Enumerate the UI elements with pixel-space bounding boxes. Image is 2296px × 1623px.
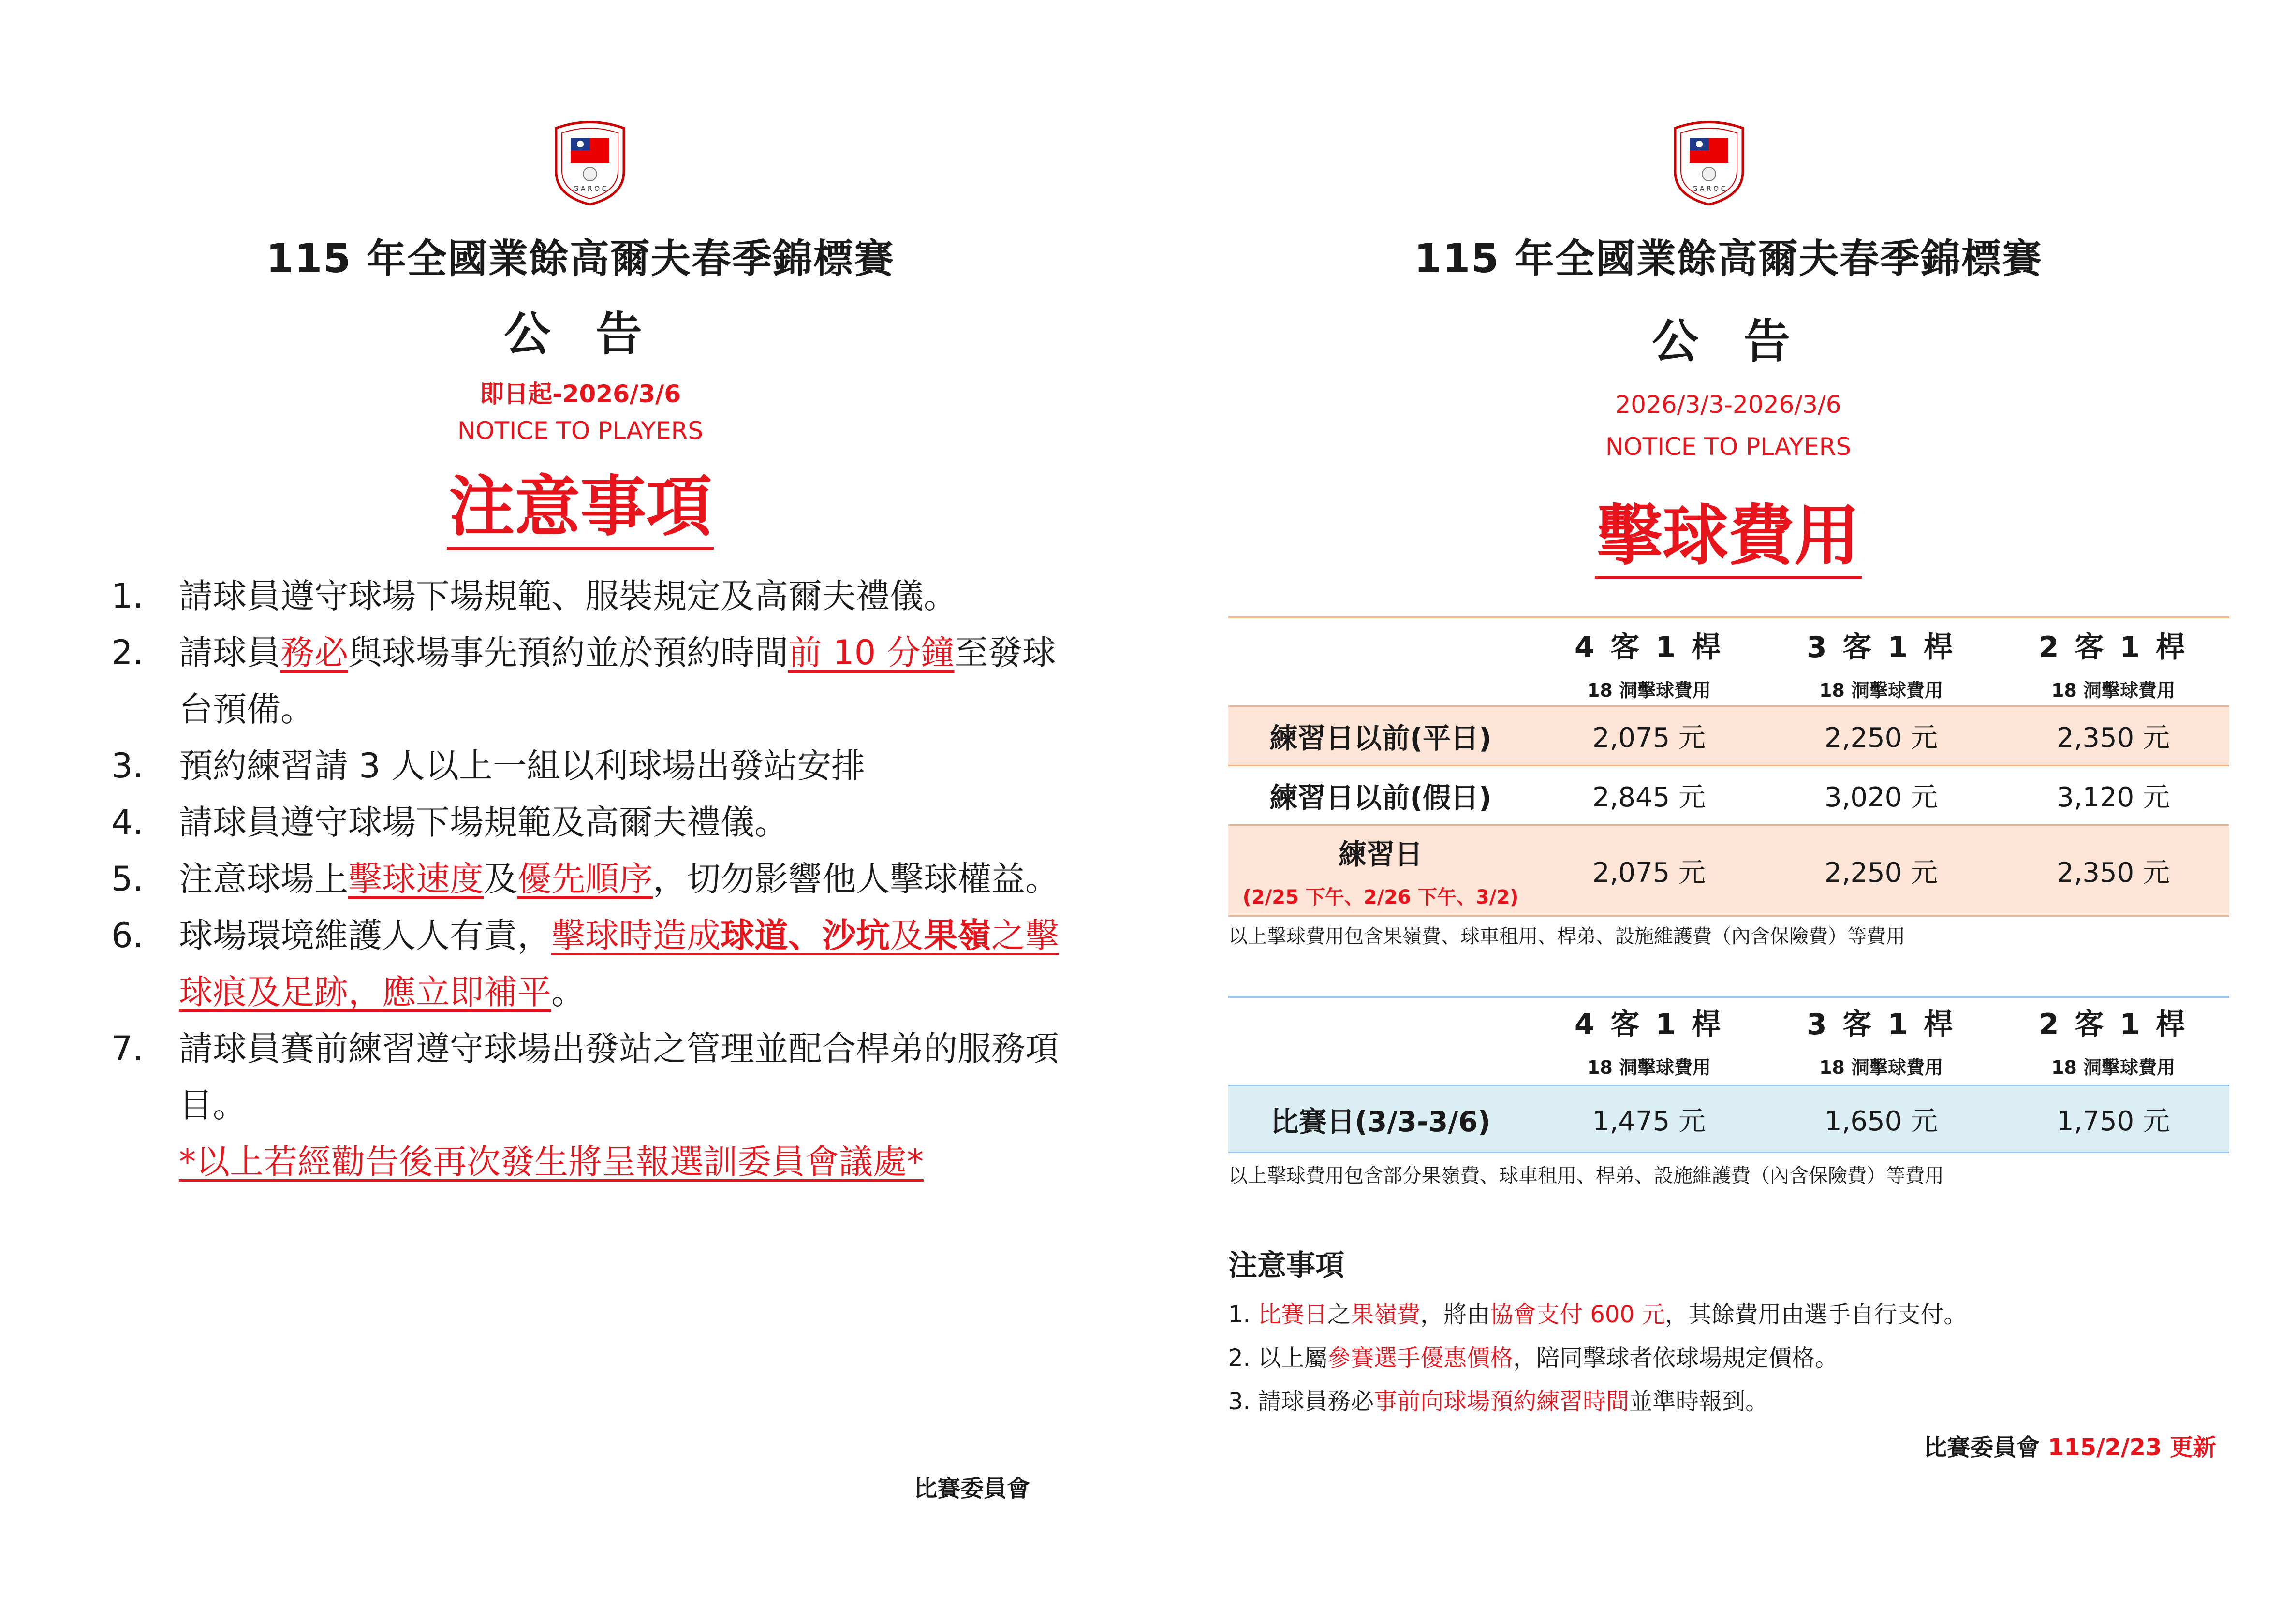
notice-subtitle: NOTICE TO PLAYERS	[457, 417, 704, 445]
update-line: 比賽委員會 115/2/23 更新	[1924, 1434, 2216, 1461]
table-row: 練習日以前(平日) 2,075 元 2,250 元 2,350 元	[1228, 705, 2229, 765]
column-subheader: 18 洞擊球費用	[1587, 679, 1711, 701]
list-item: 7. 請球員賽前練習遵守球場出發站之管理並配合桿弟的服務項目。	[111, 1029, 1059, 1125]
notes-title: 注意事項	[1228, 1249, 1344, 1283]
column-subheader: 18 洞擊球費用	[1819, 679, 1943, 701]
list-item: 4. 請球員遵守球場下場規範及高爾夫禮儀。	[111, 803, 788, 842]
date-range: 2026/3/3-2026/3/6	[1615, 391, 1841, 419]
column-subheader: 18 洞擊球費用	[1587, 1056, 1711, 1078]
note-item: 1. 比賽日之果嶺費，將由協會支付 600 元，其餘費用由選手自行支付。	[1228, 1301, 1967, 1328]
column-subheader: 18 洞擊球費用	[2051, 1056, 2176, 1078]
column-header: 4 客 1 桿	[1574, 1008, 1724, 1041]
column-header: 3 客 1 桿	[1806, 630, 1956, 664]
notice-subtitle: NOTICE TO PLAYERS	[1605, 433, 1852, 461]
table-row: 練習日 (2/25 下午、2/26 下午、3/2) 2,075 元 2,250 元 2,350 元	[1228, 824, 2229, 917]
column-subheader: 18 洞擊球費用	[2051, 679, 2176, 701]
table-row: 練習日以前(假日) 2,845 元 3,020 元 3,120 元	[1228, 765, 2229, 824]
page-title: 115 年全國業餘高爾夫春季錦標賽	[1414, 236, 2043, 282]
announcement-heading: 公 告	[1652, 314, 1805, 368]
page-title: 115 年全國業餘高爾夫春季錦標賽	[266, 236, 895, 282]
column-header: 2 客 1 桿	[2038, 1008, 2188, 1041]
signature: 比賽委員會	[914, 1475, 1030, 1502]
column-subheader: 18 洞擊球費用	[1819, 1056, 1943, 1078]
section-title: 擊球費用	[1595, 500, 1862, 579]
table-note: 以上擊球費用包含果嶺費、球車租用、桿弟、設施維護費（內含保險費）等費用	[1228, 925, 1905, 948]
table-note: 以上擊球費用包含部分果嶺費、球車租用、桿弟、設施維護費（內含保險費）等費用	[1228, 1165, 1944, 1187]
list-item: 6. 球場環境維護人人有責，擊球時造成球道、沙坑及果嶺之擊球痕及足跡，應立即補平。	[111, 916, 1059, 1012]
list-item: 2. 請球員務必與球場事先預約並於預約時間前 10 分鐘至發球台預備。	[111, 633, 1056, 729]
svg-text:G A R O C: G A R O C	[1692, 185, 1726, 193]
list-item: 3. 預約練習請 3 人以上一組以利球場出發站安排	[111, 746, 866, 786]
announcement-heading: 公 告	[504, 307, 657, 361]
list-item: 1. 請球員遵守球場下場規範、服裝規定及高爾夫禮儀。	[111, 576, 957, 616]
fee-table-practice	[1228, 616, 2229, 917]
garoc-logo	[551, 118, 629, 205]
note-item: 2. 以上屬參賽選手優惠價格，陪同擊球者依球場規定價格。	[1228, 1345, 1839, 1372]
note-item: 3. 請球員務必事前向球場預約練習時間並準時報到。	[1228, 1388, 1769, 1415]
warning-text: *以上若經勸告後再次發生將呈報選訓委員會議處*	[179, 1142, 924, 1182]
table-row: 比賽日(3/3-3/6) 1,475 元 1,650 元 1,750 元	[1228, 1085, 2229, 1153]
column-header: 4 客 1 桿	[1574, 630, 1724, 664]
rules-list	[111, 568, 1069, 1190]
date-range: 即日起-2026/3/6	[479, 380, 681, 408]
column-header: 2 客 1 桿	[2038, 630, 2188, 664]
column-header: 3 客 1 桿	[1806, 1008, 1956, 1041]
fee-table-competition	[1228, 996, 2229, 1153]
section-title: 注意事項	[447, 471, 714, 550]
garoc-logo	[1670, 118, 1748, 205]
svg-text:G A R O C: G A R O C	[573, 185, 607, 193]
list-item: 5. 注意球場上擊球速度及優先順序，切勿影響他人擊球權益。	[111, 859, 1059, 899]
